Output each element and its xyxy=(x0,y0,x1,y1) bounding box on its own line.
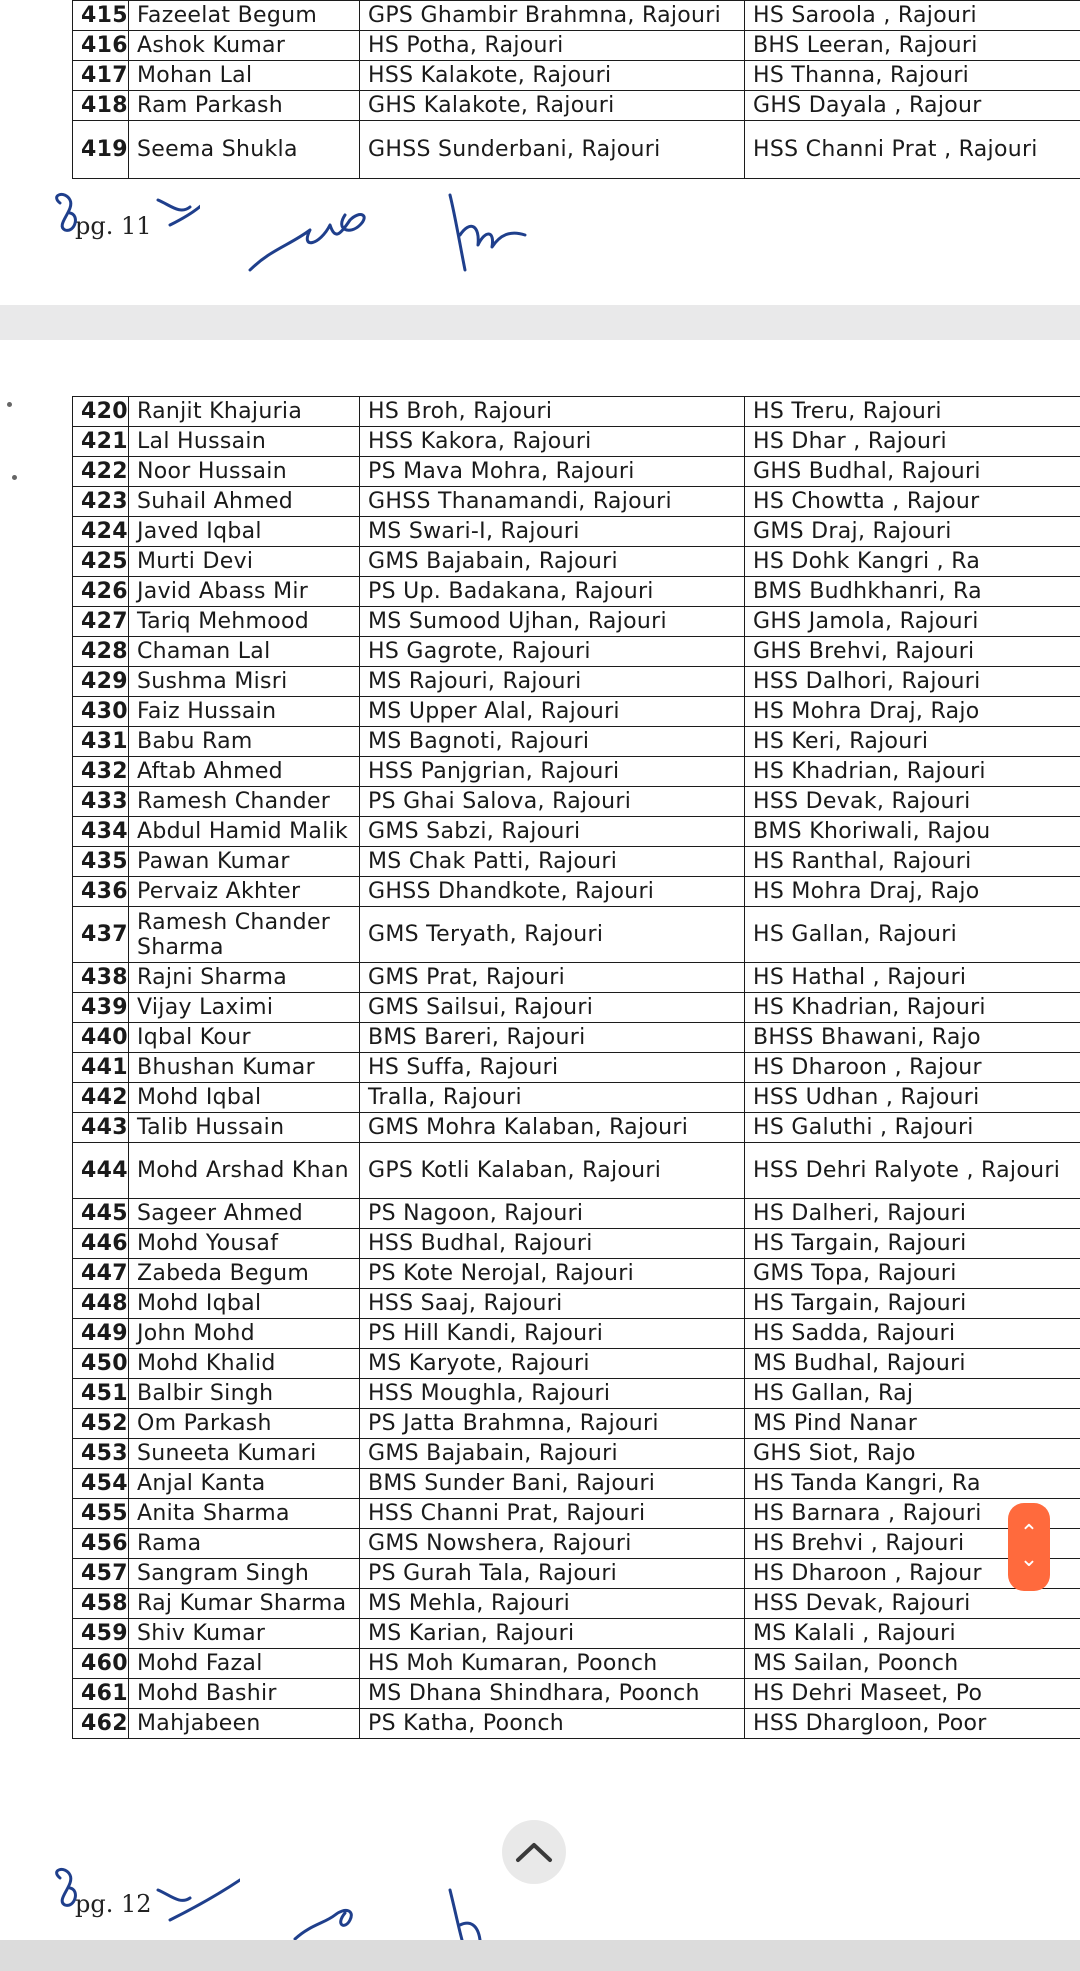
serial-number: 428 xyxy=(73,637,129,667)
table-row xyxy=(73,607,1080,637)
present-posting: MS Rajouri, Rajouri xyxy=(360,667,745,697)
present-posting: PS Katha, Poonch xyxy=(360,1709,745,1739)
table-row xyxy=(73,457,1080,487)
table-row xyxy=(73,91,1080,121)
table-row xyxy=(73,1113,1080,1143)
serial-number: 433 xyxy=(73,787,129,817)
transferred-to: HS Dharoon , Rajour xyxy=(745,1053,1080,1083)
transferred-to: HS Brehvi , Rajouri xyxy=(745,1529,1080,1559)
serial-number: 418 xyxy=(73,91,129,121)
employee-name: Iqbal Kour xyxy=(129,1023,360,1053)
transferred-to: GHS Siot, Rajo xyxy=(745,1439,1080,1469)
transferred-to: HS Chowtta , Rajour xyxy=(745,487,1080,517)
employee-name: Noor Hussain xyxy=(129,457,360,487)
initials-signature xyxy=(40,185,200,255)
table-row xyxy=(73,1589,1080,1619)
transferred-to: HS Gallan, Raj xyxy=(745,1379,1080,1409)
employee-name: Suhail Ahmed xyxy=(129,487,360,517)
serial-number: 436 xyxy=(73,877,129,907)
employee-name: Mohd Arshad Khan xyxy=(129,1143,360,1199)
present-posting: GMS Bajabain, Rajouri xyxy=(360,1439,745,1469)
present-posting: GMS Sabzi, Rajouri xyxy=(360,817,745,847)
chevron-down-icon[interactable]: ⌄ xyxy=(1019,1547,1039,1572)
employee-name: Suneeta Kumari xyxy=(129,1439,360,1469)
employee-name: Mohd Iqbal xyxy=(129,1289,360,1319)
employee-name: Mohd Bashir xyxy=(129,1679,360,1709)
transferred-to: MS Sailan, Poonch xyxy=(745,1649,1080,1679)
employee-name: Rama xyxy=(129,1529,360,1559)
table-row xyxy=(73,1679,1080,1709)
serial-number: 435 xyxy=(73,847,129,877)
table-row xyxy=(73,993,1080,1023)
transferred-to: HS Gallan, Rajouri xyxy=(745,907,1080,963)
serial-number: 447 xyxy=(73,1259,129,1289)
table-row xyxy=(73,517,1080,547)
employee-name: Pawan Kumar xyxy=(129,847,360,877)
serial-number: 460 xyxy=(73,1649,129,1679)
transferred-to: HS Treru, Rajouri xyxy=(745,397,1080,427)
serial-number: 458 xyxy=(73,1589,129,1619)
back-to-top-button[interactable] xyxy=(502,1820,566,1884)
transferred-to: BHSS Bhawani, Rajo xyxy=(745,1023,1080,1053)
serial-number: 455 xyxy=(73,1499,129,1529)
table-row xyxy=(73,1289,1080,1319)
transferred-to: HS Khadrian, Rajouri xyxy=(745,993,1080,1023)
present-posting: MS Mehla, Rajouri xyxy=(360,1589,745,1619)
present-posting: HS Potha, Rajouri xyxy=(360,31,745,61)
present-posting: GHSS Dhandkote, Rajouri xyxy=(360,877,745,907)
present-posting: GMS Nowshera, Rajouri xyxy=(360,1529,745,1559)
serial-number: 450 xyxy=(73,1349,129,1379)
table-row xyxy=(73,817,1080,847)
table-row xyxy=(73,963,1080,993)
employee-name: Faiz Hussain xyxy=(129,697,360,727)
employee-name: Om Parkash xyxy=(129,1409,360,1439)
transferred-to: HS Barnara , Rajouri xyxy=(745,1499,1080,1529)
table-row xyxy=(73,697,1080,727)
transferred-to: HS Keri, Rajouri xyxy=(745,727,1080,757)
serial-number: 420 xyxy=(73,397,129,427)
transferred-to: GHS Jamola, Rajouri xyxy=(745,607,1080,637)
present-posting: HSS Saaj, Rajouri xyxy=(360,1289,745,1319)
transferred-to: HS Saroola , Rajouri xyxy=(745,1,1080,31)
present-posting: HSS Kalakote, Rajouri xyxy=(360,61,745,91)
transfer-table-page-12 xyxy=(72,396,1080,1739)
present-posting: HS Gagrote, Rajouri xyxy=(360,637,745,667)
table-row xyxy=(73,1349,1080,1379)
table-row xyxy=(73,727,1080,757)
serial-number: 432 xyxy=(73,757,129,787)
present-posting: MS Sumood Ujhan, Rajouri xyxy=(360,607,745,637)
employee-name: Chaman Lal xyxy=(129,637,360,667)
serial-number: 441 xyxy=(73,1053,129,1083)
transferred-to: HS Sadda, Rajouri xyxy=(745,1319,1080,1349)
serial-number: 444 xyxy=(73,1143,129,1199)
present-posting: GHS Kalakote, Rajouri xyxy=(360,91,745,121)
present-posting: MS Swari-I, Rajouri xyxy=(360,517,745,547)
transferred-to: HS Dhar , Rajouri xyxy=(745,427,1080,457)
present-posting: PS Ghai Salova, Rajouri xyxy=(360,787,745,817)
present-posting: PS Hill Kandi, Rajouri xyxy=(360,1319,745,1349)
employee-name: Javid Abass Mir xyxy=(129,577,360,607)
employee-name: Sushma Misri xyxy=(129,667,360,697)
table-row xyxy=(73,1053,1080,1083)
transferred-to: MS Budhal, Rajouri xyxy=(745,1349,1080,1379)
table-row xyxy=(73,1709,1080,1739)
serial-number: 459 xyxy=(73,1619,129,1649)
transferred-to: HS Mohra Draj, Rajo xyxy=(745,877,1080,907)
transferred-to: HSS Dehri Ralyote , Rajouri xyxy=(745,1143,1080,1199)
serial-number: 454 xyxy=(73,1469,129,1499)
employee-name: Ranjit Khajuria xyxy=(129,397,360,427)
table-row xyxy=(73,61,1080,91)
serial-number: 426 xyxy=(73,577,129,607)
employee-name: Mohd Fazal xyxy=(129,1649,360,1679)
present-posting: GHSS Sunderbani, Rajouri xyxy=(360,121,745,179)
serial-number: 416 xyxy=(73,31,129,61)
table-row xyxy=(73,1023,1080,1053)
employee-name: Mohd Yousaf xyxy=(129,1229,360,1259)
present-posting: GHSS Thanamandi, Rajouri xyxy=(360,487,745,517)
present-posting: MS Bagnoti, Rajouri xyxy=(360,727,745,757)
table-row xyxy=(73,1319,1080,1349)
chevron-up-icon xyxy=(514,1840,554,1864)
present-posting: GPS Kotli Kalaban, Rajouri xyxy=(360,1143,745,1199)
table-row xyxy=(73,1083,1080,1113)
table-row xyxy=(73,1143,1080,1199)
serial-number: 424 xyxy=(73,517,129,547)
table-row xyxy=(73,397,1080,427)
transferred-to: GMS Draj, Rajouri xyxy=(745,517,1080,547)
transferred-to: BMS Khoriwali, Rajou xyxy=(745,817,1080,847)
table-row xyxy=(73,1,1080,31)
employee-name: Shiv Kumar xyxy=(129,1619,360,1649)
present-posting: HSS Budhal, Rajouri xyxy=(360,1229,745,1259)
present-posting: HSS Panjgrian, Rajouri xyxy=(360,757,745,787)
table-row xyxy=(73,1199,1080,1229)
employee-name: Vijay Laximi xyxy=(129,993,360,1023)
employee-name: Raj Kumar Sharma xyxy=(129,1589,360,1619)
table-row xyxy=(73,547,1080,577)
transferred-to: HSS Devak, Rajouri xyxy=(745,1589,1080,1619)
employee-name: Abdul Hamid Malik xyxy=(129,817,360,847)
page-number-label: pg. 11 xyxy=(75,212,152,240)
employee-name: Mahjabeen xyxy=(129,1709,360,1739)
present-posting: BMS Sunder Bani, Rajouri xyxy=(360,1469,745,1499)
table-row xyxy=(73,1499,1080,1529)
serial-number: 438 xyxy=(73,963,129,993)
employee-name: Pervaiz Akhter xyxy=(129,877,360,907)
serial-number: 430 xyxy=(73,697,129,727)
present-posting: PS Gurah Tala, Rajouri xyxy=(360,1559,745,1589)
transferred-to: MS Pind Nanar xyxy=(745,1409,1080,1439)
viewer-bottom-bar xyxy=(0,1940,1080,1971)
transferred-to: HS Thanna, Rajouri xyxy=(745,61,1080,91)
serial-number: 421 xyxy=(73,427,129,457)
transferred-to: HS Mohra Draj, Rajo xyxy=(745,697,1080,727)
serial-number: 453 xyxy=(73,1439,129,1469)
page-gap xyxy=(0,305,1080,340)
present-posting: PS Mava Mohra, Rajouri xyxy=(360,457,745,487)
table-row xyxy=(73,427,1080,457)
table-row xyxy=(73,1649,1080,1679)
present-posting: MS Karian, Rajouri xyxy=(360,1619,745,1649)
serial-number: 419 xyxy=(73,121,129,179)
document-page-11 xyxy=(0,0,1080,305)
serial-number: 427 xyxy=(73,607,129,637)
serial-number: 429 xyxy=(73,667,129,697)
transferred-to: GHS Dayala , Rajour xyxy=(745,91,1080,121)
present-posting: GMS Sailsui, Rajouri xyxy=(360,993,745,1023)
present-posting: PS Jatta Brahmna, Rajouri xyxy=(360,1409,745,1439)
transferred-to: HSS Devak, Rajouri xyxy=(745,787,1080,817)
transferred-to: HS Targain, Rajouri xyxy=(745,1289,1080,1319)
table-row xyxy=(73,1559,1080,1589)
present-posting: HS Suffa, Rajouri xyxy=(360,1053,745,1083)
serial-number: 449 xyxy=(73,1319,129,1349)
transferred-to: HSS Udhan , Rajouri xyxy=(745,1083,1080,1113)
employee-name: Mohan Lal xyxy=(129,61,360,91)
serial-number: 457 xyxy=(73,1559,129,1589)
transferred-to: HS Khadrian, Rajouri xyxy=(745,757,1080,787)
employee-name: Seema Shukla xyxy=(129,121,360,179)
employee-name: Fazeelat Begum xyxy=(129,1,360,31)
table-row xyxy=(73,31,1080,61)
serial-number: 451 xyxy=(73,1379,129,1409)
table-row xyxy=(73,1529,1080,1559)
present-posting: HSS Kakora, Rajouri xyxy=(360,427,745,457)
employee-name: Zabeda Begum xyxy=(129,1259,360,1289)
employee-name: Mohd Khalid xyxy=(129,1349,360,1379)
table-row xyxy=(73,121,1080,179)
employee-name: Aftab Ahmed xyxy=(129,757,360,787)
present-posting: PS Up. Badakana, Rajouri xyxy=(360,577,745,607)
employee-name: Bhushan Kumar xyxy=(129,1053,360,1083)
transferred-to: GHS Brehvi, Rajouri xyxy=(745,637,1080,667)
serial-number: 462 xyxy=(73,1709,129,1739)
present-posting: GMS Mohra Kalaban, Rajouri xyxy=(360,1113,745,1143)
table-row xyxy=(73,667,1080,697)
employee-name: Ramesh Chander xyxy=(129,787,360,817)
employee-name: Lal Hussain xyxy=(129,427,360,457)
signature-2 xyxy=(440,185,550,275)
transferred-to: HS Dharoon , Rajour xyxy=(745,1559,1080,1589)
signature-2 xyxy=(440,1885,500,1940)
transferred-to: HSS Channi Prat , Rajouri xyxy=(745,121,1080,179)
serial-number: 431 xyxy=(73,727,129,757)
transferred-to: HS Galuthi , Rajouri xyxy=(745,1113,1080,1143)
present-posting: HSS Moughla, Rajouri xyxy=(360,1379,745,1409)
employee-name: Talib Hussain xyxy=(129,1113,360,1143)
transferred-to: HS Dalheri, Rajouri xyxy=(745,1199,1080,1229)
present-posting: PS Kote Nerojal, Rajouri xyxy=(360,1259,745,1289)
table-row xyxy=(73,1229,1080,1259)
transferred-to: HS Hathal , Rajouri xyxy=(745,963,1080,993)
serial-number: 445 xyxy=(73,1199,129,1229)
initials-signature xyxy=(40,1860,240,1940)
employee-name: Tariq Mehmood xyxy=(129,607,360,637)
table-row xyxy=(73,1469,1080,1499)
transfer-table-page-11 xyxy=(72,0,1080,179)
table-row xyxy=(73,787,1080,817)
transferred-to: HS Tanda Kangri, Ra xyxy=(745,1469,1080,1499)
table-row xyxy=(73,907,1080,963)
table-row xyxy=(73,757,1080,787)
serial-number: 443 xyxy=(73,1113,129,1143)
serial-number: 415 xyxy=(73,1,129,31)
table-row xyxy=(73,577,1080,607)
chevron-up-icon[interactable]: ⌃ xyxy=(1019,1521,1039,1546)
serial-number: 425 xyxy=(73,547,129,577)
table-row xyxy=(73,877,1080,907)
transferred-to: MS Kalali , Rajouri xyxy=(745,1619,1080,1649)
page-number-label: pg. 12 xyxy=(75,1890,152,1918)
transferred-to: HS Dehri Maseet, Po xyxy=(745,1679,1080,1709)
transferred-to: HS Ranthal, Rajouri xyxy=(745,847,1080,877)
present-posting: HSS Channi Prat, Rajouri xyxy=(360,1499,745,1529)
serial-number: 437 xyxy=(73,907,129,963)
employee-name: Babu Ram xyxy=(129,727,360,757)
present-posting: MS Upper Alal, Rajouri xyxy=(360,697,745,727)
serial-number: 439 xyxy=(73,993,129,1023)
employee-name: Anjal Kanta xyxy=(129,1469,360,1499)
table-row xyxy=(73,1259,1080,1289)
transferred-to: HS Dohk Kangri , Ra xyxy=(745,547,1080,577)
present-posting: BMS Bareri, Rajouri xyxy=(360,1023,745,1053)
serial-number: 461 xyxy=(73,1679,129,1709)
present-posting: Tralla, Rajouri xyxy=(360,1083,745,1113)
serial-number: 452 xyxy=(73,1409,129,1439)
employee-name: John Mohd xyxy=(129,1319,360,1349)
table-row xyxy=(73,1619,1080,1649)
present-posting: GMS Prat, Rajouri xyxy=(360,963,745,993)
employee-name: Anita Sharma xyxy=(129,1499,360,1529)
serial-number: 448 xyxy=(73,1289,129,1319)
table-row xyxy=(73,847,1080,877)
serial-number: 446 xyxy=(73,1229,129,1259)
transferred-to: GMS Topa, Rajouri xyxy=(745,1259,1080,1289)
present-posting: MS Dhana Shindhara, Poonch xyxy=(360,1679,745,1709)
table-row xyxy=(73,1409,1080,1439)
present-posting: MS Karyote, Rajouri xyxy=(360,1349,745,1379)
present-posting: GMS Bajabain, Rajouri xyxy=(360,547,745,577)
table-row xyxy=(73,1379,1080,1409)
serial-number: 442 xyxy=(73,1083,129,1113)
employee-name: Javed Iqbal xyxy=(129,517,360,547)
serial-number: 417 xyxy=(73,61,129,91)
transferred-to: HSS Dhargloon, Poor xyxy=(745,1709,1080,1739)
transferred-to: BHS Leeran, Rajouri xyxy=(745,31,1080,61)
margin-mark xyxy=(7,402,12,407)
employee-name: Ramesh Chander Sharma xyxy=(129,907,360,963)
present-posting: PS Nagoon, Rajouri xyxy=(360,1199,745,1229)
table-row xyxy=(73,1439,1080,1469)
signature-1 xyxy=(290,1895,370,1940)
serial-number: 423 xyxy=(73,487,129,517)
serial-number: 456 xyxy=(73,1529,129,1559)
present-posting: HS Broh, Rajouri xyxy=(360,397,745,427)
employee-name: Balbir Singh xyxy=(129,1379,360,1409)
present-posting: MS Chak Patti, Rajouri xyxy=(360,847,745,877)
serial-number: 422 xyxy=(73,457,129,487)
employee-name: Sageer Ahmed xyxy=(129,1199,360,1229)
employee-name: Sangram Singh xyxy=(129,1559,360,1589)
employee-name: Ram Parkash xyxy=(129,91,360,121)
page-scroll-control[interactable] xyxy=(1008,1503,1050,1591)
transferred-to: HSS Dalhori, Rajouri xyxy=(745,667,1080,697)
employee-name: Rajni Sharma xyxy=(129,963,360,993)
margin-mark xyxy=(12,475,17,480)
serial-number: 434 xyxy=(73,817,129,847)
document-page-12 xyxy=(0,340,1080,1940)
present-posting: HS Moh Kumaran, Poonch xyxy=(360,1649,745,1679)
transferred-to: BMS Budhkhanri, Ra xyxy=(745,577,1080,607)
table-row xyxy=(73,637,1080,667)
transferred-to: GHS Budhal, Rajouri xyxy=(745,457,1080,487)
serial-number: 440 xyxy=(73,1023,129,1053)
present-posting: GMS Teryath, Rajouri xyxy=(360,907,745,963)
signature-1 xyxy=(240,190,380,280)
employee-name: Mohd Iqbal xyxy=(129,1083,360,1113)
present-posting: GPS Ghambir Brahmna, Rajouri xyxy=(360,1,745,31)
transferred-to: HS Targain, Rajouri xyxy=(745,1229,1080,1259)
employee-name: Murti Devi xyxy=(129,547,360,577)
employee-name: Ashok Kumar xyxy=(129,31,360,61)
table-row xyxy=(73,487,1080,517)
